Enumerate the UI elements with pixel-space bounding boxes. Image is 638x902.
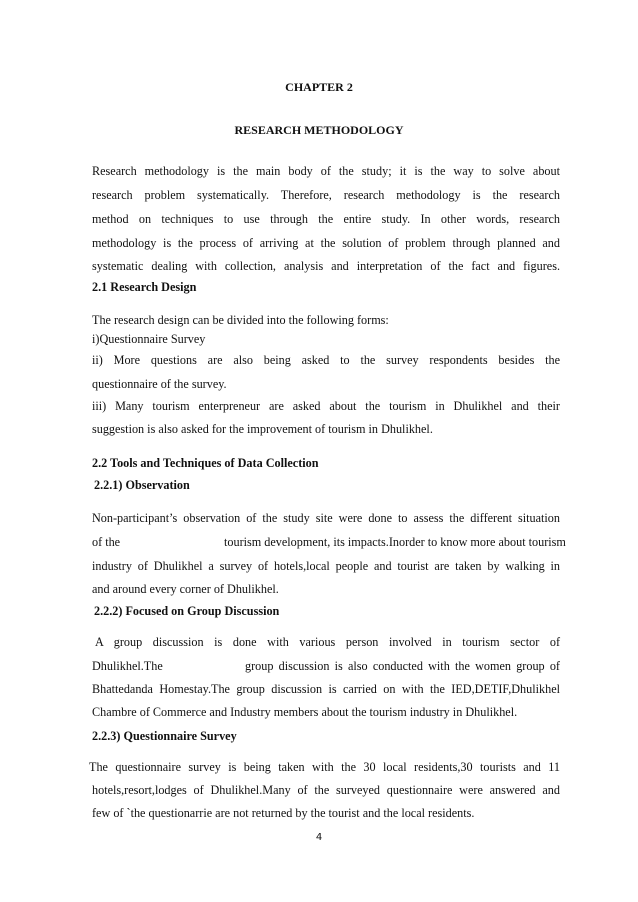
chapter-title: CHAPTER 2 bbox=[285, 80, 353, 94]
s21-line: i)Questionnaire Survey bbox=[92, 332, 206, 346]
s221-line: Non-participant’s observation of the study site were done to assess the different situation bbox=[92, 511, 560, 525]
s222-line: Dhulikhel.The bbox=[92, 659, 163, 673]
section-heading-2-2-2: 2.2.2) Focused on Group Discussion bbox=[94, 604, 280, 618]
section-heading-2-1: 2.1 Research Design bbox=[92, 280, 197, 294]
intro-line: method on techniques to use through the entire study. In other words, research bbox=[92, 212, 560, 226]
section-heading-2-2: 2.2 Tools and Techniques of Data Collection bbox=[92, 456, 319, 470]
s222-line: group discussion is also conducted with the women group of bbox=[245, 659, 560, 673]
intro-line: methodology is the process of arriving at the solution of problem through planned and bbox=[92, 236, 560, 250]
s21-line: questionnaire of the survey. bbox=[92, 377, 227, 391]
s21-line: iii) Many tourism enterpreneur are asked about the tourism in Dhulikhel and their bbox=[92, 399, 560, 413]
s221-line: and around every corner of Dhulikhel. bbox=[92, 582, 279, 596]
s222-line: Chambre of Commerce and Industry members about the tourism industry in Dhulikhel. bbox=[92, 705, 518, 719]
s223-line: The questionnaire survey is being taken with the 30 local residents,30 tourists and 11 bbox=[89, 760, 560, 774]
page-number: 4 bbox=[315, 832, 323, 843]
s221-line: industry of Dhulikhel a survey of hotels,local people and tourist are taken by walking in bbox=[92, 559, 560, 573]
s223-line: hotels,resort,lodges of Dhulikhel.Many of the surveyed questionnaire were answered and bbox=[92, 783, 560, 797]
s221-line: tourism development, its impacts.Inorder to know more about tourism bbox=[224, 535, 566, 549]
intro-line: research problem systematically. Therefore, research methodology is the research bbox=[92, 188, 560, 202]
s223-line: few of `the questionarrie are not returned by the tourist and the local residents. bbox=[92, 806, 475, 820]
chapter-subtitle: RESEARCH METHODOLOGY bbox=[234, 123, 404, 137]
s222-line: Bhattedanda Homestay.The group discussion is carried on with the IED,DETIF,Dhulikhel bbox=[92, 682, 560, 696]
section-heading-2-2-1: 2.2.1) Observation bbox=[94, 478, 190, 492]
section-heading-2-2-3: 2.2.3) Questionnaire Survey bbox=[92, 729, 237, 743]
intro-line: systematic dealing with collection, analysis and interpretation of the fact and figures. bbox=[92, 259, 560, 273]
s222-line: A group discussion is done with various person involved in tourism sector of bbox=[95, 635, 560, 649]
s21-line: ii) More questions are also being asked to the survey respondents besides the bbox=[92, 353, 560, 367]
s21-line: The research design can be divided into the following forms: bbox=[92, 313, 389, 327]
s221-line: of the bbox=[92, 535, 121, 549]
intro-line: Research methodology is the main body of the study; it is the way to solve about bbox=[92, 164, 560, 178]
s21-line: suggestion is also asked for the improvement of tourism in Dhulikhel. bbox=[92, 422, 433, 436]
